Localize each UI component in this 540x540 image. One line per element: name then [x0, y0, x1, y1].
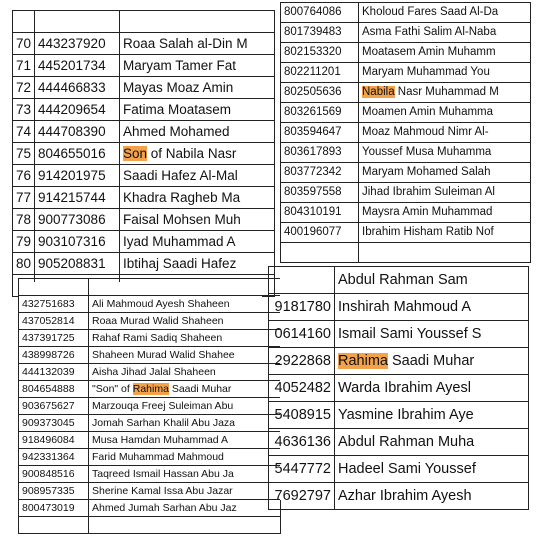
name-text: Saadi Muhar [387, 353, 475, 369]
id-number-cell: 900848516 [19, 466, 89, 483]
name-cell [359, 83, 531, 103]
table-row [281, 243, 531, 263]
name-text: Warda Ibrahim Ayesl [338, 380, 471, 396]
row-number-cell: 73 [13, 99, 35, 121]
id-number-cell: 444466833 [35, 77, 120, 99]
name-cell [120, 11, 275, 33]
registry-panel-1 [16, 16, 262, 271]
name-text: Abdul Rahman Sam [338, 272, 468, 288]
table-row [13, 11, 275, 33]
table-row [19, 313, 281, 330]
id-number-cell: 444708390 [35, 121, 120, 143]
name-text: of Nabila Nasr [147, 146, 237, 161]
id-number-cell: 443237920 [35, 33, 120, 55]
table-row [281, 43, 531, 63]
table-row [269, 483, 529, 510]
table-row [19, 398, 281, 415]
id-number-cell: 802505636 [281, 83, 359, 103]
id-number-cell: 909373045 [19, 415, 89, 432]
name-text: Hadeel Sami Youssef [338, 461, 476, 477]
table-row [281, 143, 531, 163]
name-text: Abdul Rahman Muha [338, 434, 475, 450]
name-cell [359, 203, 531, 223]
id-number-cell: 804310191 [281, 203, 359, 223]
table-row [269, 321, 529, 348]
id-number-cell: 5447772 [269, 456, 335, 483]
id-number-cell [19, 279, 89, 296]
name-text: Sherine Kamal Issa Abu Jazar [92, 485, 233, 497]
registry-table [280, 2, 531, 263]
name-text: Inshirah Mahmoud A [338, 299, 471, 315]
name-cell [89, 313, 281, 330]
name-text: Moaz Mahmoud Nimr Al- [362, 126, 489, 138]
id-number-cell [269, 267, 335, 294]
table-row [13, 231, 275, 253]
id-number-cell: 908957335 [19, 483, 89, 500]
name-cell [335, 267, 529, 294]
table-row [13, 143, 275, 165]
name-text: Maryam Tamer Fat [123, 58, 237, 73]
name-text: Nasr Muhammad M [394, 86, 499, 98]
id-number-cell: 918496084 [19, 432, 89, 449]
name-cell [89, 415, 281, 432]
table-row [19, 347, 281, 364]
row-number-cell: 76 [13, 165, 35, 187]
table-row [281, 163, 531, 183]
table-row [269, 456, 529, 483]
name-cell [335, 348, 529, 375]
name-cell [335, 321, 529, 348]
name-cell [89, 330, 281, 347]
name-cell [120, 121, 275, 143]
id-number-cell: 903675627 [19, 398, 89, 415]
table-row [269, 429, 529, 456]
name-cell [335, 375, 529, 402]
name-text: Saadi Muhar [168, 383, 232, 395]
table-body [269, 267, 529, 510]
name-text: Musa Hamdan Muhammad A [92, 434, 228, 446]
id-number-cell: 432751683 [19, 296, 89, 313]
row-number-cell: 71 [13, 55, 35, 77]
id-number-cell: 0614160 [269, 321, 335, 348]
id-number-cell: 444132039 [19, 364, 89, 381]
name-cell [89, 381, 281, 398]
name-cell [89, 279, 281, 296]
table-row [19, 381, 281, 398]
name-text: Yasmine Ibrahim Aye [338, 407, 474, 423]
name-cell [359, 123, 531, 143]
id-number-cell: 400196077 [281, 223, 359, 243]
registry-panel-4 [274, 272, 524, 504]
table-row [281, 203, 531, 223]
name-cell [120, 187, 275, 209]
name-cell [335, 483, 529, 510]
table-body [19, 279, 281, 534]
id-number-cell: 4052482 [269, 375, 335, 402]
table-row [281, 3, 531, 23]
name-text: Farid Muhammad Mahmoud [92, 451, 224, 463]
name-text: Maysra Amin Muhammad [362, 206, 493, 218]
id-number-cell [281, 243, 359, 263]
table-row [19, 449, 281, 466]
table-row [281, 63, 531, 83]
name-text: Maryam Mohamed Salah [362, 166, 491, 178]
table-row [13, 121, 275, 143]
table-row [19, 364, 281, 381]
name-cell [89, 500, 281, 517]
name-cell [89, 364, 281, 381]
table-row [269, 402, 529, 429]
id-number-cell: 438998726 [19, 347, 89, 364]
name-text: Taqreed Ismail Hassan Abu Ja [92, 468, 234, 480]
table-row [281, 123, 531, 143]
table-row [19, 517, 281, 534]
id-number-cell: 4636136 [269, 429, 335, 456]
id-number-cell: 804654888 [19, 381, 89, 398]
name-cell [359, 183, 531, 203]
table-row [13, 33, 275, 55]
table-row [281, 83, 531, 103]
name-text: Ahmed Mohamed [123, 124, 230, 139]
table-row [19, 466, 281, 483]
name-cell [89, 296, 281, 313]
name-cell [120, 99, 275, 121]
name-cell [89, 398, 281, 415]
name-text: Roaa Salah al-Din M [123, 36, 248, 51]
name-cell [359, 243, 531, 263]
highlighted-name: Rahima [132, 383, 169, 395]
row-number-cell: 77 [13, 187, 35, 209]
name-cell [120, 55, 275, 77]
table-row [13, 165, 275, 187]
table-row [269, 348, 529, 375]
table-row [19, 279, 281, 296]
table-row [13, 209, 275, 231]
table-body [13, 11, 275, 297]
id-number-cell: 914215744 [35, 187, 120, 209]
table-row [281, 223, 531, 243]
name-text: Jomah Sarhan Khalil Abu Jaza [92, 417, 236, 429]
table-row [13, 187, 275, 209]
id-number-cell: 802153320 [281, 43, 359, 63]
registry-panel-3 [18, 282, 262, 520]
name-cell [335, 294, 529, 321]
id-number-cell: 800473019 [19, 500, 89, 517]
name-cell [120, 33, 275, 55]
name-text: Ahmed Jumah Sarhan Abu Jaz [92, 502, 237, 514]
id-number-cell: 900773086 [35, 209, 120, 231]
name-cell [335, 402, 529, 429]
table-row [13, 55, 275, 77]
name-cell [89, 347, 281, 364]
table-row [269, 375, 529, 402]
name-cell [335, 456, 529, 483]
table-row [281, 103, 531, 123]
name-cell [89, 449, 281, 466]
id-number-cell: 2922868 [269, 348, 335, 375]
name-text: Moatasem Amin Muhamm [362, 46, 496, 58]
table-row [19, 500, 281, 517]
name-text: Khadra Ragheb Ma [123, 190, 241, 205]
id-number-cell: 803617893 [281, 143, 359, 163]
id-number-cell: 802211201 [281, 63, 359, 83]
id-number-cell: 803597558 [281, 183, 359, 203]
id-number-cell: 914201975 [35, 165, 120, 187]
highlighted-name: Nabila [362, 86, 395, 98]
name-cell [120, 253, 275, 275]
name-text: Youssef Musa Muhamma [362, 146, 492, 158]
name-text: Faisal Mohsen Muh [123, 212, 241, 227]
id-number-cell: 437391725 [19, 330, 89, 347]
name-text: Moamen Amin Muhamma [362, 106, 494, 118]
id-number-cell: 800764086 [281, 3, 359, 23]
name-text: Ibrahim Hisham Ratib Nof [362, 226, 494, 238]
id-number-cell: 7692797 [269, 483, 335, 510]
name-text: Kholoud Fares Saad Al-Da [362, 6, 499, 18]
name-cell [359, 223, 531, 243]
id-number-cell: 801739483 [281, 23, 359, 43]
id-number-cell: 942331364 [19, 449, 89, 466]
table-row [19, 415, 281, 432]
row-number-cell: 78 [13, 209, 35, 231]
row-number-cell: 74 [13, 121, 35, 143]
table-row [13, 77, 275, 99]
table-row [269, 267, 529, 294]
name-text: Jihad Ibrahim Suleiman Al [362, 186, 495, 198]
name-cell [359, 23, 531, 43]
name-text: Mayas Moaz Amin [123, 80, 234, 95]
id-number-cell: 905208831 [35, 253, 120, 275]
name-text: Aisha Jihad Jalal Shaheen [92, 366, 216, 378]
name-text: Rahaf Rami Sadiq Shaheen [92, 332, 223, 344]
highlighted-name: Son [123, 146, 148, 161]
table-row [19, 296, 281, 313]
row-number-cell: 80 [13, 253, 35, 275]
name-text: Roaa Murad Walid Shaheen [92, 315, 224, 327]
name-text: Ibtihaj Saadi Hafez [123, 256, 237, 271]
table-row [19, 432, 281, 449]
id-number-cell: 444209654 [35, 99, 120, 121]
name-cell [89, 432, 281, 449]
name-cell [359, 143, 531, 163]
registry-table [18, 278, 281, 534]
id-number-cell [35, 11, 120, 33]
table-row [19, 483, 281, 500]
id-number-cell: 804655016 [35, 143, 120, 165]
row-number-cell: 75 [13, 143, 35, 165]
name-cell [359, 63, 531, 83]
table-row [13, 99, 275, 121]
table-row [19, 330, 281, 347]
registry-table [268, 266, 529, 510]
name-cell [359, 163, 531, 183]
name-text: Azhar Ibrahim Ayesh [338, 488, 472, 504]
name-cell [359, 103, 531, 123]
id-number-cell [19, 517, 89, 534]
name-cell [359, 3, 531, 23]
name-prefix-text: "Son" of [92, 383, 133, 395]
name-cell [89, 466, 281, 483]
table-row [269, 294, 529, 321]
name-cell [335, 429, 529, 456]
row-number-cell: 70 [13, 33, 35, 55]
name-text: Maryam Muhammad You [362, 66, 490, 78]
row-number-cell [13, 11, 35, 33]
id-number-cell: 5408915 [269, 402, 335, 429]
name-text: Marzouqa Freej Suleiman Abu [92, 400, 234, 412]
name-cell [359, 43, 531, 63]
name-text: Iyad Muhammad A [123, 234, 236, 249]
registry-panel-2 [284, 6, 522, 246]
name-cell [120, 143, 275, 165]
id-number-cell: 803594647 [281, 123, 359, 143]
row-number-cell: 79 [13, 231, 35, 253]
id-number-cell: 803772342 [281, 163, 359, 183]
id-number-cell: 445201734 [35, 55, 120, 77]
name-cell [120, 165, 275, 187]
name-text: Ali Mahmoud Ayesh Shaheen [92, 298, 230, 310]
name-cell [89, 517, 281, 534]
highlighted-name: Rahima [338, 353, 388, 369]
id-number-cell: 9181780 [269, 294, 335, 321]
id-number-cell: 903107316 [35, 231, 120, 253]
name-text: Shaheen Murad Walid Shahee [92, 349, 235, 361]
table-row [13, 253, 275, 275]
name-cell [89, 483, 281, 500]
name-text: Fatima Moatasem [123, 102, 232, 117]
name-cell [120, 231, 275, 253]
name-text: Saadi Hafez Al-Mal [123, 168, 238, 183]
table-row [281, 183, 531, 203]
id-number-cell: 437052814 [19, 313, 89, 330]
table-row [281, 23, 531, 43]
name-cell [120, 209, 275, 231]
name-text: Asma Fathi Salim Al-Naba [362, 26, 497, 38]
name-text: Ismail Sami Youssef S [338, 326, 482, 342]
id-number-cell: 803261569 [281, 103, 359, 123]
row-number-cell: 72 [13, 77, 35, 99]
table-body [281, 3, 531, 263]
registry-table [12, 10, 275, 297]
name-cell [120, 77, 275, 99]
